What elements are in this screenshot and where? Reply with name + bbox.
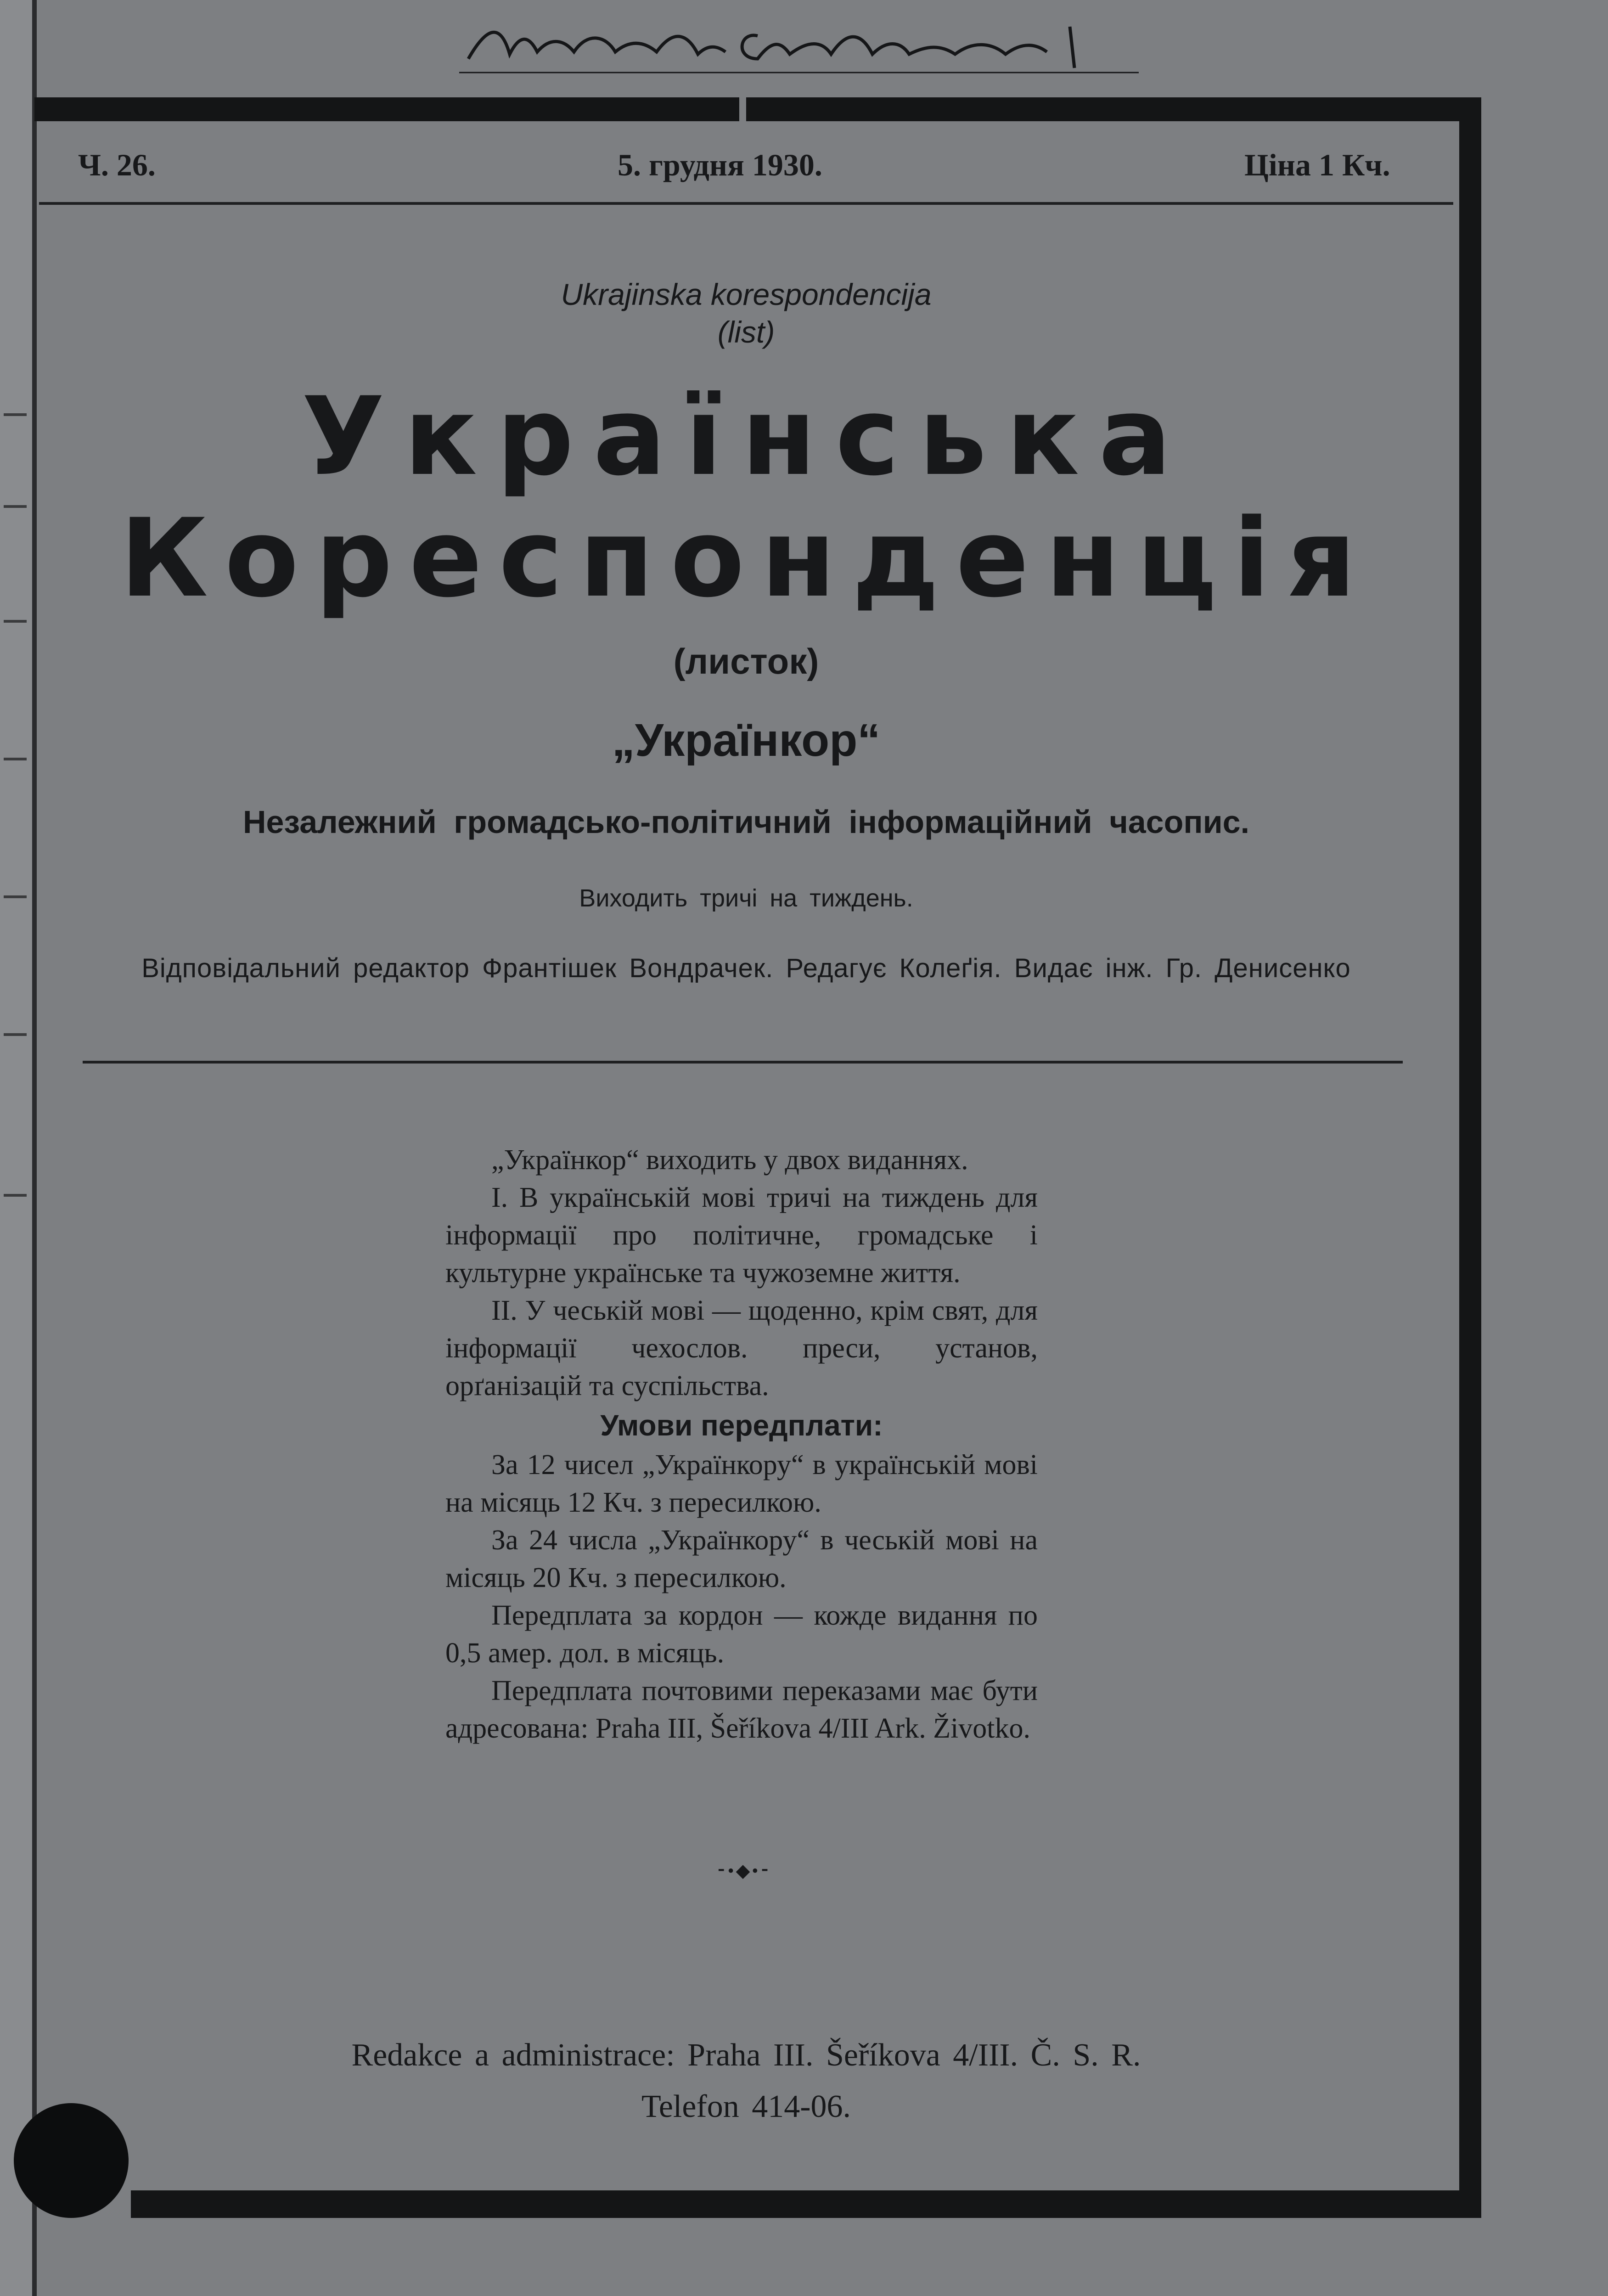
edition-ukrainian: I. В українській мові тричі на тиждень для інформації про політичне, громадське і культурне українське та чужоземне життя. (445, 1182, 1038, 1289)
frequency: Виходить тричі на тиждень. (579, 884, 913, 912)
edition-czech: II. У чеській мові — щоденно, крім свят, для інформації чехослов. преси, установ, орґанізацій та суспільства. (445, 1295, 1038, 1401)
issue-date: 5. грудня 1930. (618, 147, 822, 182)
top-border-left (34, 97, 739, 121)
sliver-mark (4, 1194, 27, 1197)
latin-title (367, 276, 1125, 351)
handwritten-signature (459, 8, 1148, 77)
adjacent-page-edge (0, 0, 37, 2296)
sliver-mark (4, 413, 27, 416)
sliver-mark (4, 620, 27, 623)
top-border-right (746, 97, 1481, 121)
issue-header (73, 138, 1410, 202)
title-line2: Кореспонденція (120, 496, 1372, 621)
subtitle: (листок) (673, 641, 819, 681)
issue-number: Ч. 26. (78, 147, 156, 182)
subscription-ukrainian: За 12 чисел „Українкору“ в українській мові на місяць 12 Кч. з пересилкою. (445, 1449, 1038, 1518)
info-block (445, 1141, 1038, 1747)
title-line1: Українська (301, 374, 1191, 500)
section-divider (83, 1061, 1403, 1064)
issue-price: Ціна 1 Кч. (1244, 147, 1390, 182)
latin-title-line2: (list) (717, 315, 775, 349)
header-divider (39, 202, 1453, 205)
ornament-divider: ⁃•◆•⁃ (716, 1860, 771, 1881)
binding-hole (14, 2103, 129, 2218)
editors-line: Відповідальний редактор Франтішек Вондрачек. Редагує Колеґія. Видає інж. Гр. Денисенко (141, 953, 1351, 983)
footer-address: Redakce a administrace: Praha III. Šeříkova 4/III. Č. S. R. (351, 2037, 1141, 2073)
subscription-address: Передплата почтовими перекaзами має бути адресована: Praha III, Šeříkova 4/III Ark. Životko. (445, 1675, 1038, 1744)
sliver-mark (4, 758, 27, 760)
footer (230, 2030, 1263, 2133)
editions-intro: „Українкор“ виходить у двох виданнях. (491, 1144, 968, 1176)
latin-title-line1: Ukrajinska korespondencija (561, 277, 932, 311)
bottom-border (131, 2190, 1481, 2218)
sliver-mark (4, 895, 27, 898)
description: Незалежний громадсько-політичний інформаційний часопис. (242, 804, 1250, 840)
sliver-mark (4, 505, 27, 508)
short-name: „Українкор“ (612, 715, 881, 766)
sliver-mark (4, 1033, 27, 1036)
subscription-abroad: Передплата за кордон — кожде видання по 0,5 амер. дол. в місяць. (445, 1600, 1038, 1669)
right-border (1459, 97, 1481, 2218)
subscription-heading: Умови передплати: (600, 1409, 883, 1442)
subscription-czech: За 24 числа „Українкору“ в чеській мові на місяць 20 Кч. з пересилкою. (445, 1525, 1038, 1593)
signature-scribble (459, 8, 1148, 77)
footer-phone: Telefon 414-06. (641, 2089, 851, 2124)
